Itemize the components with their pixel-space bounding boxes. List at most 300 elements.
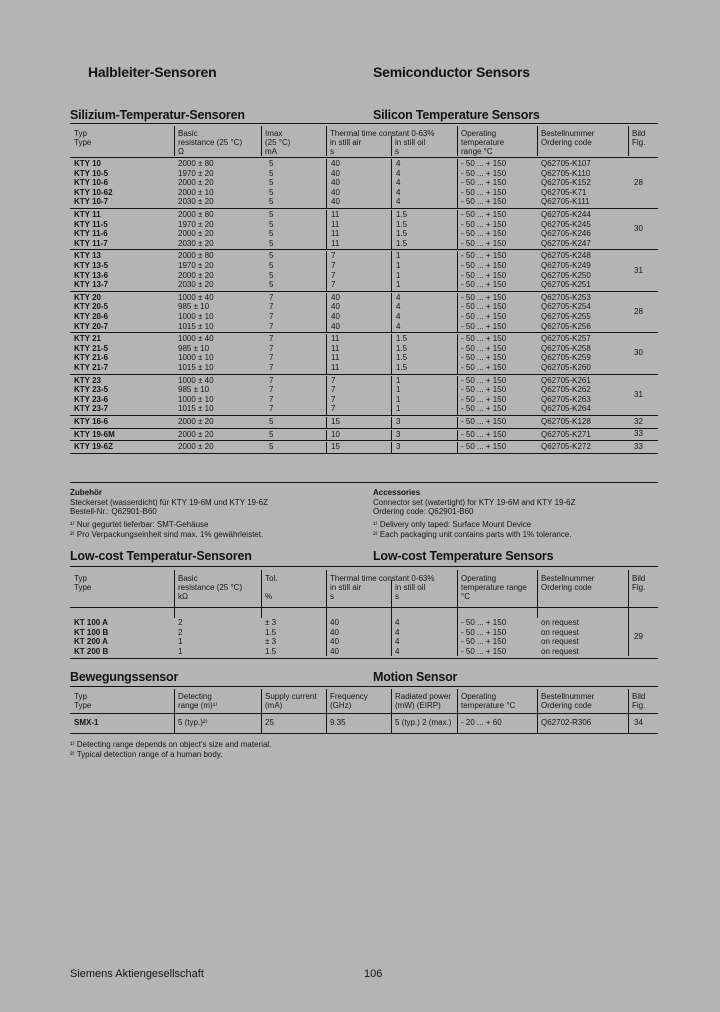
silicon-row-cell: 4 (396, 187, 401, 197)
silicon-row-cell: Q62705-K263 (541, 394, 591, 404)
silicon-row-cell: - 50 ... + 150 (461, 353, 507, 363)
silicon-row-cell: 1 (396, 404, 401, 414)
silicon-row-cell: Q62705-K128 (541, 417, 591, 426)
lowcost-row-type: KT 100 B (74, 627, 109, 637)
silicon-row-cell: 40 (331, 187, 340, 197)
silicon-row-cell: - 50 ... + 150 (461, 292, 507, 302)
silicon-row-cell: 5 (269, 210, 274, 219)
lowcost-row-cell: on request (541, 646, 579, 656)
silicon-column-separator (391, 210, 392, 250)
silicon-group-rule (70, 249, 658, 250)
silicon-row-type: KTY 21 (74, 334, 101, 344)
silicon-row-cell: 5 (269, 429, 274, 439)
silicon-row-cell: 4 (396, 312, 401, 321)
silicon-row-type: KTY 23-5 (74, 385, 109, 395)
silicon-row-cell: 2000 ± 20 (178, 178, 214, 188)
silicon-row-cell: 5 (269, 417, 274, 426)
lowcost-bottom-rule (70, 658, 658, 659)
silicon-row-cell: Q62705-K256 (541, 321, 591, 331)
silicon-row-type: KTY 11-7 (74, 238, 108, 248)
silicon-column-separator (326, 159, 327, 209)
silicon-row-cell: 5 (269, 197, 274, 207)
silicon-row-cell: - 50 ... + 150 (461, 280, 507, 290)
silicon-header-separator (537, 126, 538, 156)
motion-separator (457, 689, 458, 733)
silicon-group-rule (70, 374, 658, 375)
lowcost-row-cell: 40 (330, 637, 339, 647)
silicon-header-type: Typ Type (74, 129, 92, 147)
silicon-row-cell: Q62705-K248 (541, 251, 591, 261)
silicon-header-imax: Imax (25 °C) mA (265, 129, 291, 156)
silicon-header-separator (326, 126, 327, 156)
motion-header-supply: Supply current (mA) (265, 692, 317, 710)
lowcost-top-rule (70, 566, 658, 567)
silicon-column-separator (457, 442, 458, 454)
silicon-group-fig: 31 (634, 389, 643, 399)
silicon-row-cell: 7 (331, 394, 336, 404)
silicon-row-cell: 2000 ± 80 (178, 251, 214, 261)
lowcost-row-cell: 40 (330, 618, 339, 627)
silicon-header-separator (174, 126, 175, 156)
silicon-row-cell: Q62705-K258 (541, 343, 591, 353)
silicon-row-cell: Q62705-K253 (541, 292, 591, 302)
silicon-row-cell: Q62705-K110 (541, 168, 591, 178)
silicon-row-cell: - 50 ... + 150 (461, 442, 507, 452)
silicon-row-type: KTY 20 (74, 292, 101, 302)
silicon-row-cell: - 50 ... + 150 (461, 238, 507, 248)
silicon-row-cell: 11 (331, 343, 340, 353)
silicon-row-cell: 1000 ± 10 (178, 394, 214, 404)
silicon-row-cell: - 50 ... + 150 (461, 417, 507, 426)
silicon-row-cell: 40 (331, 178, 340, 188)
silicon-row-cell: 5 (269, 187, 274, 197)
silicon-row-cell: 7 (269, 363, 274, 372)
lowcost-row-cell: on request (541, 637, 579, 647)
lowcost-header-ordering: Bestellnummer Ordering code (541, 574, 595, 592)
silicon-row-type: KTY 23 (74, 375, 101, 385)
silicon-row-cell: 40 (331, 197, 340, 207)
motion-header-frequency: Frequency (GHz) (330, 692, 368, 710)
silicon-row-cell: 7 (331, 280, 336, 290)
silicon-row-cell: 7 (331, 270, 336, 280)
silicon-row-cell: Q62705-K255 (541, 312, 591, 321)
motion-bottom-rule (70, 733, 658, 734)
silicon-group-rule (70, 453, 658, 454)
silicon-row-cell: - 50 ... + 150 (461, 210, 507, 219)
motion-radiated: 5 (typ.) 2 (max.) (395, 718, 452, 727)
lowcost-row-cell: 1 (178, 646, 183, 656)
silicon-row-cell: - 50 ... + 150 (461, 197, 507, 207)
silicon-row-cell: 5 (269, 168, 274, 178)
silicon-column-separator (457, 376, 458, 416)
silicon-row-cell: Q62705-K262 (541, 385, 591, 395)
silicon-row-cell: 2000 ± 20 (178, 270, 214, 280)
silicon-group-rule (70, 440, 658, 441)
silicon-column-separator (326, 251, 327, 291)
silicon-row-cell: 3 (396, 429, 401, 439)
motion-footnotes: ¹⁾ Detecting range depends on object's size and material. ²⁾ Typical detection range of a human body. (70, 740, 272, 759)
lowcost-header-type: Typ Type (74, 574, 92, 592)
silicon-row-cell: 7 (331, 261, 336, 270)
silicon-row-type: KTY 11-6 (74, 229, 108, 239)
silicon-row-cell: 7 (269, 343, 274, 353)
silicon-row-cell: - 50 ... + 150 (461, 375, 507, 385)
silicon-row-cell: 7 (331, 404, 336, 414)
motion-header-type: Typ Type (74, 692, 92, 710)
silicon-column-separator (391, 159, 392, 209)
silicon-row-cell: 1015 ± 10 (178, 321, 214, 331)
silicon-row-type: KTY 20-7 (74, 321, 109, 331)
lowcost-row-cell: - 50 ... + 150 (461, 646, 507, 656)
lowcost-row-type: KT 200 B (74, 646, 109, 656)
motion-header-ordering: Bestellnummer Ordering code (541, 692, 595, 710)
silicon-title-de: Silizium-Temperatur-Sensoren (70, 108, 245, 122)
silicon-row-cell: 7 (331, 251, 336, 261)
silicon-row-cell: 5 (269, 229, 274, 239)
lowcost-row (74, 647, 621, 657)
silicon-row-cell: 2000 ± 20 (178, 442, 214, 452)
silicon-row-cell: Q62705-K254 (541, 302, 591, 312)
lowcost-title-en: Low-cost Temperature Sensors (373, 549, 554, 563)
silicon-group-fig: 30 (634, 224, 643, 234)
silicon-row-cell: 7 (269, 404, 274, 414)
silicon-row-cell: 11 (331, 334, 340, 344)
silicon-column-separator (391, 293, 392, 333)
motion-header-radiated: Radiated power (mW) (EIRP) (395, 692, 452, 710)
silicon-row-cell: 2000 ± 80 (178, 210, 214, 219)
silicon-row-cell: 40 (331, 321, 340, 331)
silicon-row-cell: - 50 ... + 150 (461, 343, 507, 353)
motion-frequency: 9.35 (330, 718, 346, 727)
silicon-row-cell: 2030 ± 20 (178, 197, 214, 207)
silicon-row-cell: 1000 ± 10 (178, 312, 214, 321)
motion-separator (628, 689, 629, 733)
silicon-row-cell: 5 (269, 219, 274, 229)
silicon-column-separator (457, 417, 458, 429)
silicon-row-cell: - 50 ... + 150 (461, 270, 507, 280)
silicon-row-cell: 2030 ± 20 (178, 280, 214, 290)
lowcost-row (74, 628, 621, 638)
silicon-row-cell: Q62705-K264 (541, 404, 591, 414)
silicon-row-cell: 7 (269, 334, 274, 344)
silicon-column-separator (457, 210, 458, 250)
silicon-row-cell: 3 (396, 417, 401, 426)
silicon-row-cell: 11 (331, 238, 340, 248)
lowcost-row-cell: 2 (178, 627, 183, 637)
lowcost-row-type: KT 200 A (74, 637, 108, 647)
silicon-row-cell: 40 (331, 312, 340, 321)
silicon-row-cell: 11 (331, 210, 340, 219)
silicon-row-cell: 11 (331, 219, 340, 229)
silicon-row-cell: Q62705-K261 (541, 375, 591, 385)
silicon-row-cell: Q62705-K244 (541, 210, 591, 219)
silicon-column-separator (457, 293, 458, 333)
silicon-group-fig: 32 (634, 416, 643, 426)
silicon-row-cell: 11 (331, 363, 340, 372)
silicon-row-cell: - 50 ... + 150 (461, 168, 507, 178)
silicon-row-cell: 1000 ± 40 (178, 292, 214, 302)
silicon-row-type: KTY 19-6Z (74, 442, 113, 452)
silicon-group-fig: 31 (634, 265, 643, 275)
motion-ordering: Q62702-R306 (541, 718, 592, 727)
silicon-row-cell: 11 (331, 353, 340, 363)
silicon-column-separator (326, 210, 327, 250)
silicon-row-cell: Q62705-K250 (541, 270, 591, 280)
silicon-row-cell: 1.5 (396, 229, 408, 239)
lowcost-header-tol: Tol. % (265, 574, 278, 601)
silicon-row-cell: 985 ± 10 (178, 343, 210, 353)
silicon-row-cell: 985 ± 10 (178, 302, 210, 312)
lowcost-table (74, 618, 621, 656)
silicon-group-fig: 33 (634, 429, 643, 439)
lowcost-row-cell: 4 (395, 637, 400, 647)
silicon-row-type: KTY 23-6 (74, 394, 109, 404)
silicon-column-separator (457, 251, 458, 291)
silicon-row-cell: 4 (396, 292, 401, 302)
silicon-row-cell: 7 (269, 375, 274, 385)
lowcost-separator (261, 570, 262, 618)
silicon-group-fig: 33 (634, 442, 643, 451)
silicon-column-separator (457, 159, 458, 209)
silicon-group-fig: 28 (634, 307, 643, 316)
silicon-row-type: KTY 10-62 (74, 187, 113, 197)
silicon-group-fig: 28 (634, 178, 643, 187)
silicon-row-cell: Q62705-K257 (541, 334, 591, 344)
silicon-row-cell: 1.5 (396, 219, 408, 229)
silicon-row-cell: 1 (396, 394, 401, 404)
lowcost-row-cell: 4 (395, 646, 400, 656)
silicon-row-cell: 40 (331, 302, 340, 312)
lowcost-separator (628, 570, 629, 656)
lowcost-title-de: Low-cost Temperatur-Sensoren (70, 549, 252, 563)
lowcost-header-fig: Bild Fig. (632, 574, 646, 592)
silicon-row-type: KTY 10 (74, 159, 101, 168)
silicon-row-cell: 5 (269, 280, 274, 290)
lowcost-header-operating: Operating temperature range °C (461, 574, 527, 601)
silicon-row-cell: 1 (396, 261, 401, 270)
motion-top-rule (70, 686, 658, 687)
silicon-row-cell: 1.5 (396, 238, 408, 248)
lowcost-row (74, 618, 621, 628)
silicon-row-cell: 5 (269, 178, 274, 188)
lowcost-fig: 29 (634, 632, 643, 641)
silicon-row-cell: 1015 ± 10 (178, 404, 214, 414)
lowcost-row-cell: ± 3 (265, 618, 277, 627)
lowcost-row-cell: 4 (395, 618, 400, 627)
silicon-row-cell: 7 (269, 302, 274, 312)
silicon-row-cell: 5 (269, 238, 274, 248)
silicon-column-separator (391, 417, 392, 429)
silicon-row-cell: 2000 ± 20 (178, 429, 214, 439)
silicon-row-cell: - 50 ... + 150 (461, 312, 507, 321)
lowcost-row-cell: 1.5 (265, 627, 277, 637)
silicon-row-type: KTY 13-7 (74, 280, 109, 290)
silicon-row-cell: - 50 ... + 150 (461, 261, 507, 270)
zubehor-block: Zubehör Steckerset (wasserdicht) für KTY 19-6M und KTY 19-6Z Bestell-Nr.: Q62901-B60 (70, 488, 269, 516)
silicon-row-cell: Q62705-K260 (541, 363, 591, 372)
silicon-header-ordering: Bestellnummer Ordering code (541, 129, 595, 147)
motion-separator (174, 689, 175, 733)
silicon-row-cell: - 50 ... + 150 (461, 429, 507, 439)
silicon-row-cell: 7 (269, 353, 274, 363)
silicon-header-thermal: Thermal time constant 0-63% (330, 129, 435, 138)
silicon-row-cell: - 50 ... + 150 (461, 385, 507, 395)
silicon-header-fig: Bild Fig. (632, 129, 646, 147)
silicon-row-cell: - 50 ... + 150 (461, 159, 507, 168)
silicon-row-cell: Q62705-K272 (541, 442, 591, 452)
silicon-row-cell: 1015 ± 10 (178, 363, 214, 372)
silicon-row-type: KTY 20-6 (74, 312, 109, 321)
lowcost-row-cell: 40 (330, 627, 339, 637)
silicon-row-cell: 1 (396, 280, 401, 290)
silicon-row-cell: 15 (331, 442, 340, 452)
lowcost-row-cell: 1.5 (265, 646, 277, 656)
silicon-group-rule (70, 291, 658, 292)
silicon-row-type: KTY 23-7 (74, 404, 109, 414)
silicon-row-cell: 2000 ± 10 (178, 187, 214, 197)
motion-separator (537, 689, 538, 733)
silicon-group-fig: 30 (634, 348, 643, 358)
silicon-row-cell: Q62705-K271 (541, 429, 591, 439)
silicon-row-cell: 40 (331, 168, 340, 178)
silicon-row-type: KTY 20-5 (74, 302, 109, 312)
silicon-row-type: KTY 21-7 (74, 363, 109, 372)
silicon-title-en: Silicon Temperature Sensors (373, 108, 540, 122)
silicon-row-cell: 4 (396, 168, 401, 178)
silicon-row-cell: 1.5 (396, 353, 408, 363)
silicon-row-cell: - 50 ... + 150 (461, 404, 507, 414)
silicon-row-cell: 1 (396, 270, 401, 280)
lowcost-row-cell: - 50 ... + 150 (461, 637, 507, 647)
motion-title-en: Motion Sensor (373, 670, 458, 684)
silicon-row-cell: Q62705-K251 (541, 280, 591, 290)
lowcost-header-rule (70, 607, 658, 608)
silicon-row-cell: 40 (331, 159, 340, 168)
silicon-header-rule (70, 157, 658, 158)
motion-separator (391, 689, 392, 733)
silicon-top-rule (70, 123, 658, 124)
motion-separator (261, 689, 262, 733)
silicon-column-separator (457, 334, 458, 374)
silicon-row-cell: Q62705-K246 (541, 229, 591, 239)
silicon-row-cell: Q62705-K245 (541, 219, 591, 229)
silicon-column-separator (391, 442, 392, 454)
silicon-column-separator (326, 334, 327, 374)
silicon-row-cell: 1000 ± 40 (178, 375, 214, 385)
lowcost-row-cell: - 50 ... + 150 (461, 627, 507, 637)
silicon-row-cell: - 50 ... + 150 (461, 187, 507, 197)
silicon-header-still-oil: in still oil s (395, 138, 426, 156)
silicon-column-separator (326, 417, 327, 429)
lowcost-row-cell: ± 3 (265, 637, 277, 647)
silicon-row-cell: 1 (396, 251, 401, 261)
lowcost-row-type: KT 100 A (74, 618, 108, 627)
silicon-row-cell: Q62705-K152 (541, 178, 591, 188)
silicon-header-separator (391, 136, 392, 156)
silicon-column-separator (391, 430, 392, 442)
silicon-row-cell: 10 (331, 429, 340, 439)
silicon-row-cell: Q62705-K249 (541, 261, 591, 270)
silicon-row-cell: 1.5 (396, 334, 408, 344)
silicon-row-cell: 5 (269, 270, 274, 280)
silicon-bottom-rule (70, 482, 658, 483)
silicon-row-cell: 7 (331, 385, 336, 395)
lowcost-row-cell: 1 (178, 637, 183, 647)
motion-separator (326, 689, 327, 733)
motion-header-operating: Operating temperature °C (461, 692, 516, 710)
silicon-header-separator (457, 126, 458, 156)
silicon-row-cell: 11 (331, 229, 340, 239)
footer-page-number: 106 (364, 968, 383, 980)
lowcost-row-cell: 2 (178, 618, 183, 627)
silicon-row-type: KTY 19-6M (74, 429, 115, 439)
silicon-row-cell: 2000 ± 20 (178, 417, 214, 426)
silicon-row-cell: 4 (396, 197, 401, 207)
lowcost-separator (537, 570, 538, 618)
silicon-column-separator (326, 376, 327, 416)
silicon-row-cell: 1970 ± 20 (178, 219, 214, 229)
silicon-column-separator (326, 442, 327, 454)
page-title-de: Halbleiter-Sensoren (88, 64, 217, 80)
silicon-row-cell: 1.5 (396, 363, 408, 372)
motion-supply: 25 (265, 718, 274, 727)
silicon-row-cell: - 50 ... + 150 (461, 334, 507, 344)
silicon-row-type: KTY 11-5 (74, 219, 108, 229)
lowcost-separator (174, 570, 175, 618)
silicon-row-cell: 7 (269, 385, 274, 395)
lowcost-header-still-air: in still air s (330, 583, 362, 601)
page-title-en: Semiconductor Sensors (373, 64, 530, 80)
silicon-row-type: KTY 13 (74, 251, 101, 261)
silicon-row-type: KTY 13-6 (74, 270, 109, 280)
silicon-row-cell: 1000 ± 10 (178, 353, 214, 363)
accessories-block: Accessories Connector set (watertight) for KTY 19-6M and KTY 19-6Z Ordering code: Q62901-B60 (373, 488, 576, 516)
silicon-row-cell: 4 (396, 178, 401, 188)
motion-header-fig: Bild Fig. (632, 692, 646, 710)
silicon-row-cell: 1970 ± 20 (178, 168, 214, 178)
zubehor-footnotes: ¹⁾ Nur gegurtet lieferbar: SMT-Gehäuse ²⁾ Pro Verpackungseinheit sind max. 1% gewährleistet. (70, 520, 264, 539)
silicon-row-cell: 5 (269, 261, 274, 270)
silicon-row-cell: 15 (331, 417, 340, 426)
silicon-row-cell: 7 (269, 394, 274, 404)
silicon-header-basic: Basic resistance (25 °C) Ω (178, 129, 243, 156)
lowcost-row-cell: - 50 ... + 150 (461, 618, 507, 627)
silicon-row-cell: 2000 ± 20 (178, 229, 214, 239)
motion-detecting: 5 (typ.)²⁾ (178, 718, 208, 727)
silicon-row-cell: 1.5 (396, 343, 408, 353)
lowcost-row (74, 637, 621, 647)
silicon-row-cell: 4 (396, 321, 401, 331)
silicon-row-cell: Q62705-K107 (541, 159, 591, 168)
silicon-row-cell: - 50 ... + 150 (461, 178, 507, 188)
silicon-header-operating: Operating temperature range °C (461, 129, 505, 156)
motion-header-rule (70, 713, 658, 714)
silicon-row-cell: - 50 ... + 150 (461, 302, 507, 312)
silicon-row-cell: 1 (396, 375, 401, 385)
silicon-row-cell: - 50 ... + 150 (461, 394, 507, 404)
silicon-row-cell: 7 (269, 312, 274, 321)
silicon-row-type: KTY 16-6 (74, 417, 109, 426)
silicon-row-cell: 1970 ± 20 (178, 261, 214, 270)
silicon-group-rule (70, 208, 658, 209)
silicon-row-cell: 1.5 (396, 210, 408, 219)
silicon-row-cell: 40 (331, 292, 340, 302)
silicon-row-type: KTY 10-7 (74, 197, 109, 207)
silicon-row-type: KTY 21-6 (74, 353, 109, 363)
silicon-row-cell: 5 (269, 159, 274, 168)
lowcost-row-cell: on request (541, 618, 579, 627)
silicon-group-rule (70, 332, 658, 333)
